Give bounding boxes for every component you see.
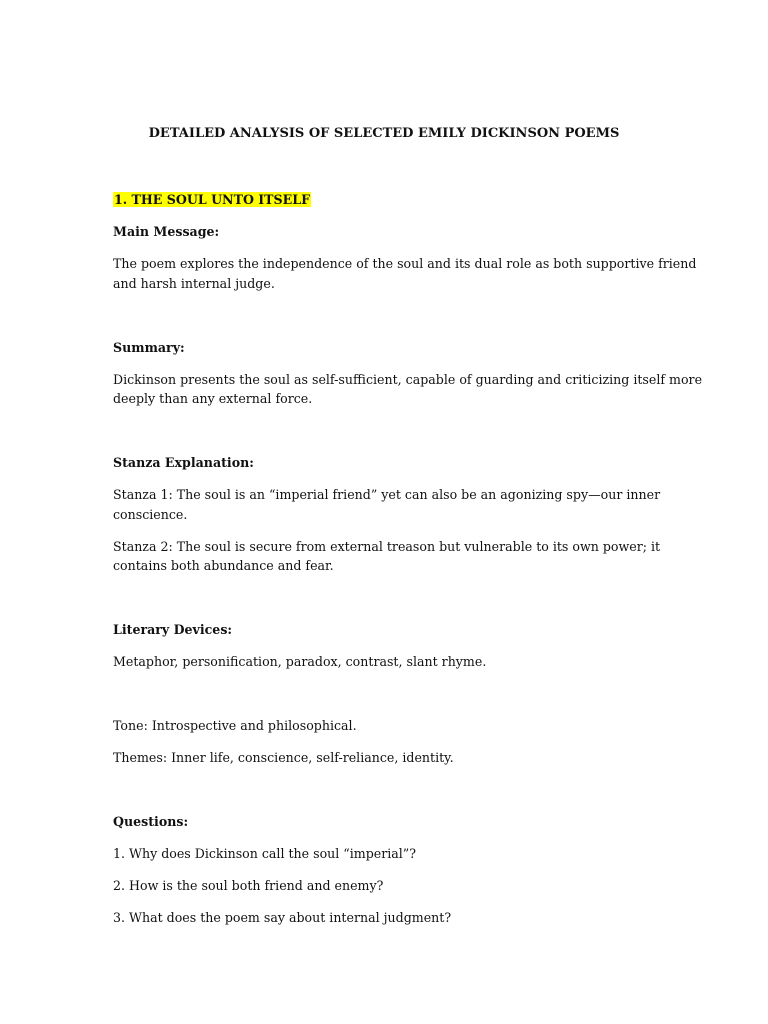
stanza1-line-2: conscience. [113,507,188,522]
literary-devices-text: Metaphor, personification, paradox, contrast, slant rhyme. [113,654,487,669]
stanza-explanation-heading: Stanza Explanation: [113,455,254,470]
summary-line-2: deeply than any external force. [113,391,313,406]
main-message-heading: Main Message: [113,224,220,239]
document-title: DETAILED ANALYSIS OF SELECTED EMILY DICKINSON POEMS [148,126,620,141]
literary-devices-heading: Literary Devices: [113,622,233,637]
question-item: 3. What does the poem say about internal judgment? [113,910,452,925]
main-message-line-2: and harsh internal judge. [113,276,275,291]
main-message-line-1: The poem explores the independence of the soul and its dual role as both supportive friend [113,256,697,271]
section-heading-highlight: 1. THE SOUL UNTO ITSELF [114,192,311,207]
summary-line-1: Dickinson presents the soul as self-sufficient, capable of guarding and criticizing itself more [113,372,703,387]
themes-text: Themes: Inner life, conscience, self-reliance, identity. [113,750,454,765]
questions-heading: Questions: [113,814,189,829]
stanza2-line-2: contains both abundance and fear. [113,558,334,573]
stanza1-line-1: Stanza 1: The soul is an “imperial friend” yet can also be an agonizing spy—our inner [113,487,661,502]
section-heading [113,190,311,210]
question-item: 1. Why does Dickinson call the soul “imperial”? [113,846,416,861]
summary-heading: Summary: [113,340,185,355]
question-item: 2. How is the soul both friend and enemy? [113,878,384,893]
stanza2-line-1: Stanza 2: The soul is secure from external treason but vulnerable to its own power; it [113,539,661,554]
tone-text: Tone: Introspective and philosophical. [113,718,357,733]
